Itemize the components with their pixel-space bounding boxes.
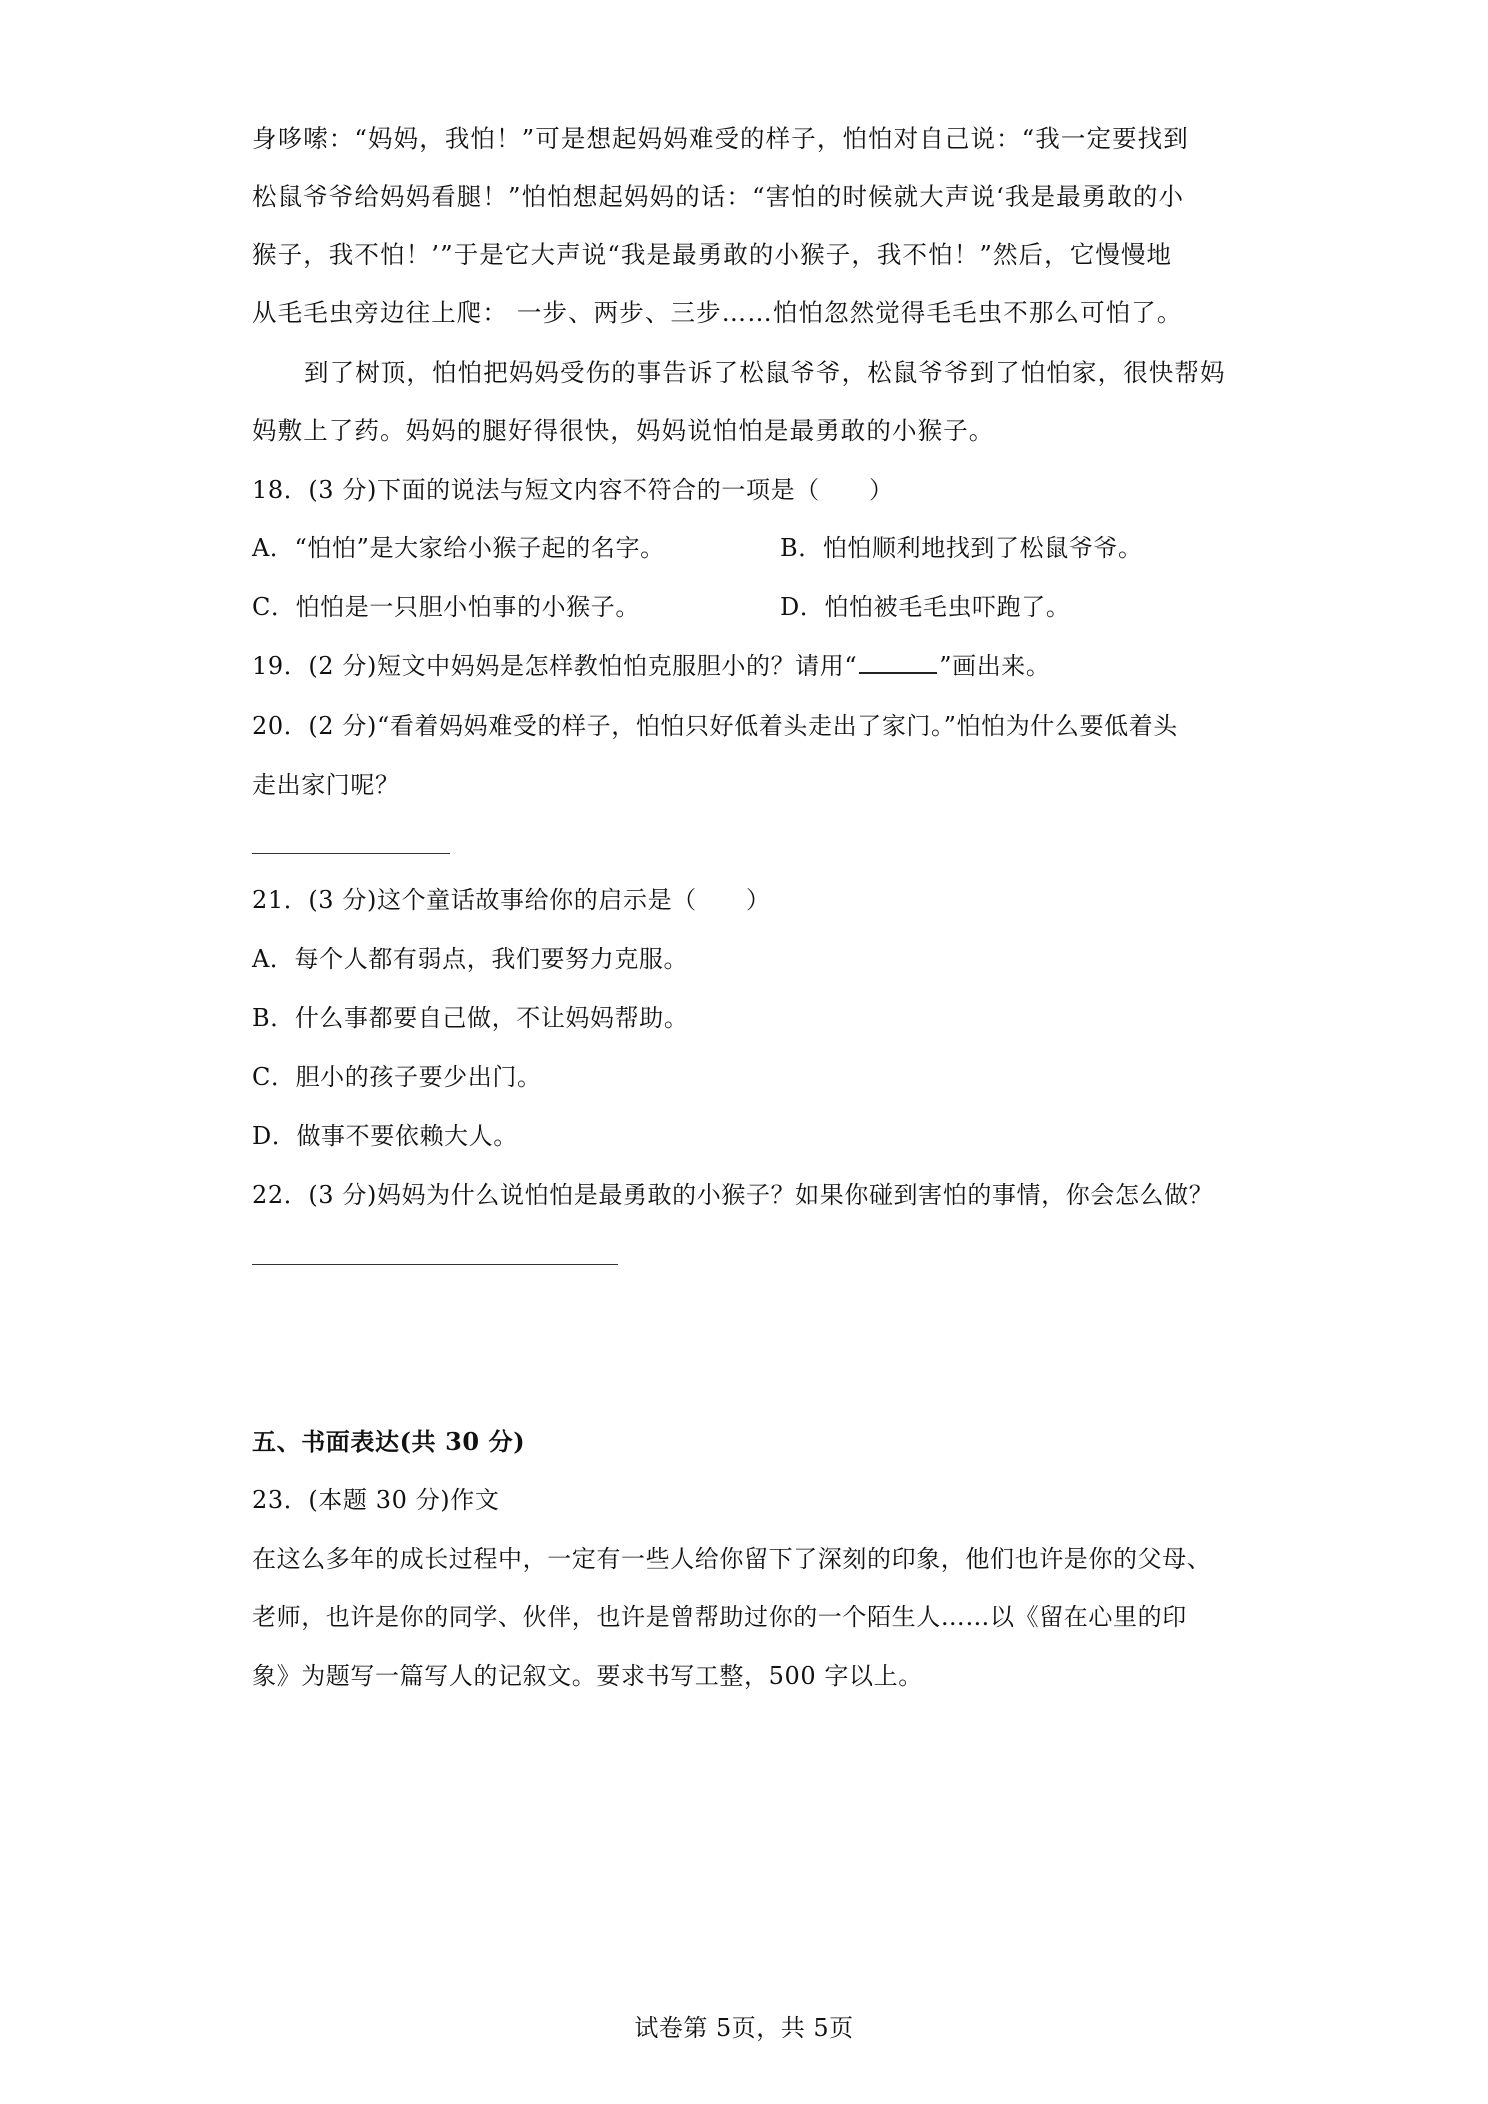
question-20-stem-cont: 走出家门呢？ (252, 771, 400, 799)
question-21-option-d: D．做事不要依赖大人。 (252, 1122, 518, 1150)
question-18-stem: 18．(3 分)下面的说法与短文内容不符合的一项是（ ） (252, 476, 894, 504)
page-footer: 试卷第 5页，共 5页 (634, 2014, 854, 2042)
question-19-stem-before: 19．(2 分)短文中妈妈是怎样教怕怕克服胆小的？请用“ (252, 652, 858, 680)
story-line: 妈敷上了药。妈妈的腿好得很快，妈妈说怕怕是最勇敢的小猴子。 (252, 416, 995, 445)
question-21-option-b: B．什么事都要自己做，不让妈妈帮助。 (252, 1004, 689, 1032)
story-line: 到了树顶，怕怕把妈妈受伤的事告诉了松鼠爷爷，松鼠爷爷到了怕怕家，很快帮妈 (304, 358, 1226, 387)
question-22-answer-line[interactable] (252, 1264, 618, 1265)
question-23-prompt-line: 老师，也许是你的同学、伙伴，也许是曾帮助过你的一个陌生人……以《留在心里的印 (252, 1603, 1187, 1631)
question-18-option-d: D．怕怕被毛毛虫吓跑了。 (780, 593, 1071, 621)
question-18-option-b: B．怕怕顺利地找到了松鼠爷爷。 (780, 534, 1143, 562)
question-21-option-c: C．胆小的孩子要少出门。 (252, 1063, 542, 1091)
question-21-stem: 21．(3 分)这个童话故事给你的启示是（ ） (252, 886, 771, 914)
question-23-prompt-line: 象》为题写一篇写人的记叙文。要求书写工整，500 字以上。 (252, 1662, 923, 1690)
question-22-stem: 22．(3 分)妈妈为什么说怕怕是最勇敢的小猴子？如果你碰到害怕的事情，你会怎么做？ (252, 1181, 1214, 1209)
story-line: 身哆嗦：“妈妈，我怕！”可是想起妈妈难受的样子，怕怕对自己说：“我一定要找到 (252, 124, 1189, 153)
story-line: 从毛毛虫旁边往上爬： 一步、两步、三步……怕怕忽然觉得毛毛虫不那么可怕了。 (252, 298, 1183, 327)
underline-mark-sample (859, 650, 937, 674)
question-23-stem: 23．(本题 30 分)作文 (252, 1486, 500, 1514)
question-20-stem: 20．(2 分)“看着妈妈难受的样子，怕怕只好低着头走出了家门。”怕怕为什么要低着头 (252, 712, 1178, 740)
story-line: 松鼠爷爷给妈妈看腿！”怕怕想起妈妈的话：“害怕的时候就大声说‘我是最勇敢的小 (252, 182, 1185, 211)
story-line: 猴子，我不怕！’”于是它大声说“我是最勇敢的小猴子，我不怕！”然后，它慢慢地 (252, 240, 1173, 269)
question-20-answer-line[interactable] (252, 853, 450, 854)
question-18-option-a: A．“怕怕”是大家给小猴子起的名字。 (252, 534, 665, 562)
question-19-stem (252, 650, 1252, 682)
question-23-prompt-line: 在这么多年的成长过程中，一定有一些人给你留下了深刻的印象，他们也许是你的父母、 (252, 1545, 1212, 1573)
question-18-option-c: C．怕怕是一只胆小怕事的小猴子。 (252, 593, 640, 621)
section-5-heading: 五、书面表达(共 30 分) (252, 1427, 526, 1456)
question-19-stem-after: ”画出来。 (939, 652, 1051, 680)
question-21-option-a: A．每个人都有弱点，我们要努力克服。 (252, 945, 689, 973)
